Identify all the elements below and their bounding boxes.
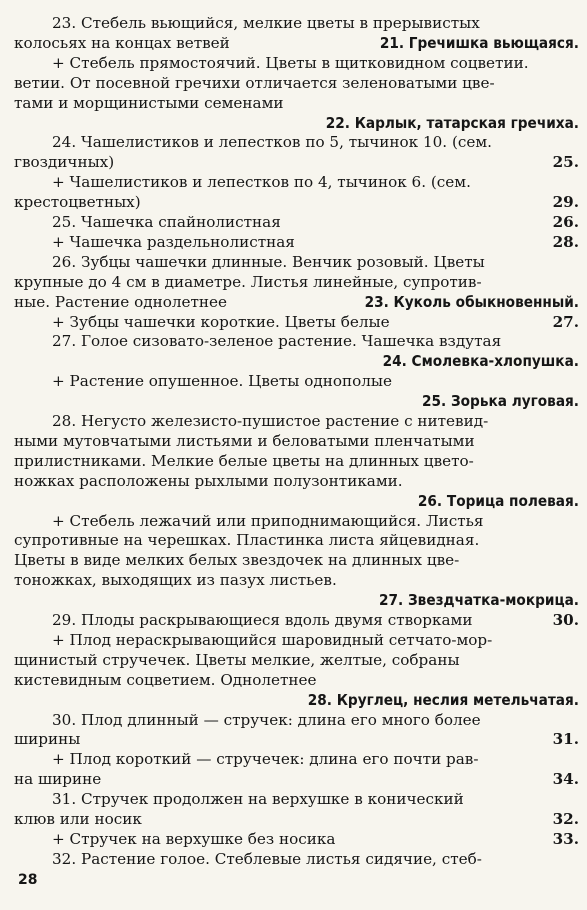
key-reference: 29. <box>552 193 579 212</box>
line-text: + Зубцы чашечки короткие. Цветы белые <box>52 312 390 331</box>
line-text: клюв или носик <box>14 810 142 828</box>
text-line <box>14 531 579 549</box>
text-line <box>52 850 579 868</box>
text-line <box>52 14 579 32</box>
line-text: щинистый стручечек. Цветы мелкие, желтые, собраны <box>14 650 460 669</box>
line-text: 25. Чашечка спайнолистная <box>52 213 281 231</box>
key-reference: 23. Куколь обыкновенный. <box>364 292 579 311</box>
text-line <box>52 372 579 390</box>
key-reference: 24. Смолевка-хлопушка. <box>382 352 579 371</box>
line-text: + Растение опушенное. Цветы однополые <box>52 372 392 391</box>
line-text: 23. Стебель вьющийся, мелкие цветы в прерывистых <box>52 14 480 32</box>
text-line <box>14 392 579 410</box>
text-line <box>52 233 579 251</box>
text-line <box>14 452 579 470</box>
text-line <box>52 611 579 629</box>
line-text: 31. Стручек продолжен на верхушке в конический <box>52 790 464 809</box>
line-text: колосьях на концах ветвей <box>14 33 230 52</box>
text-line <box>52 213 579 231</box>
line-text: + Плод нераскрывающийся шаровидный сетчато-мор- <box>52 630 493 649</box>
text-line <box>52 631 579 649</box>
text-line <box>14 730 579 748</box>
text-line <box>14 273 579 291</box>
text-line <box>52 133 579 151</box>
line-text: + Плод короткий — стручечек: длина его почти рав- <box>52 750 479 769</box>
line-text: + Стебель прямостоячий. Цветы в щитковидном соцветии. <box>52 53 529 72</box>
text-line <box>52 412 579 430</box>
line-text: тами и морщинистыми семенами <box>14 93 284 112</box>
key-reference: 31. <box>552 730 579 749</box>
line-text: супротивные на черешках. Пластинка листа яйцевидная. <box>14 531 480 550</box>
key-reference: 27. Звездчатка-мокрица. <box>379 591 579 610</box>
key-reference: 26. Торица полевая. <box>417 491 579 510</box>
text-line <box>14 193 579 211</box>
text-line <box>52 750 579 768</box>
line-text: ветии. От посевной гречихи отличается зеленоватыми цве- <box>14 73 495 92</box>
key-reference: 32. <box>552 810 579 828</box>
line-text: 30. Плод длинный — стручек: длина его много более <box>52 710 481 729</box>
text-line <box>14 432 579 450</box>
text-line <box>14 492 579 510</box>
line-text: крестоцветных) <box>14 193 141 212</box>
text-line <box>14 472 579 490</box>
text-line <box>14 551 579 569</box>
line-text: кистевидным соцветием. Однолетнее <box>14 670 317 689</box>
text-line <box>14 671 579 689</box>
line-text: 27. Голое сизовато-зеленое растение. Чашечка вздутая <box>52 332 502 351</box>
key-reference: 21. Гречишка вьющаяся. <box>379 33 579 52</box>
line-text: Цветы в виде мелких белых звездочек на длинных цве- <box>14 551 460 570</box>
line-text: + Стебель лежачий или приподнимающийся. Листья <box>52 511 484 530</box>
text-line <box>52 253 579 271</box>
key-reference: 25. <box>552 153 579 172</box>
key-reference: 28. Круглец, неслия метельчатая. <box>307 690 579 709</box>
line-text: ные. Растение однолетнее <box>14 292 227 311</box>
line-text: прилистниками. Мелкие белые цветы на длинных цвето- <box>14 451 474 470</box>
line-text: 29. Плоды раскрывающиеся вдоль двумя створками <box>52 611 473 629</box>
line-text: ножках расположены рыхлыми полузонтиками. <box>14 471 403 490</box>
line-text: + Чашелистиков и лепестков по 4, тычинок 6. (сем. <box>52 173 471 192</box>
text-line <box>14 810 579 828</box>
text-line <box>52 332 579 350</box>
key-reference: 25. Зорька луговая. <box>422 392 579 411</box>
text-line <box>14 691 579 709</box>
text-line <box>14 293 579 311</box>
line-text: тоножках, выходящих из пазух листьев. <box>14 571 337 590</box>
text-line <box>52 512 579 530</box>
line-text: крупные до 4 см в диаметре. Листья линейные, супротив- <box>14 272 482 291</box>
key-reference: 34. <box>552 770 579 789</box>
key-reference: 27. <box>552 312 579 331</box>
key-reference: 30. <box>552 611 579 629</box>
text-line <box>14 651 579 669</box>
key-reference: 33. <box>552 829 579 848</box>
line-text: на ширине <box>14 770 102 789</box>
text-line <box>14 34 579 52</box>
page-number: 28 <box>18 872 38 888</box>
line-text: 26. Зубцы чашечки длинные. Венчик розовый. Цветы <box>52 252 485 271</box>
key-reference: 28. <box>552 232 579 251</box>
text-line <box>14 153 579 171</box>
text-line <box>14 94 579 112</box>
text-line <box>52 830 579 848</box>
key-reference: 26. <box>552 213 579 231</box>
text-line <box>52 173 579 191</box>
text-line <box>52 790 579 808</box>
text-line <box>14 352 579 370</box>
line-text: 28. Негусто железисто-пушистое растение с нитевид- <box>52 412 489 430</box>
line-text: + Чашечка раздельнолистная <box>52 232 295 251</box>
text-line <box>52 313 579 331</box>
text-line <box>14 74 579 92</box>
line-text: ными мутовчатыми листьями и беловатыми пленчатыми <box>14 431 475 450</box>
text-line <box>14 114 579 132</box>
line-text: 32. Растение голое. Стеблевые листья сидячие, стеб- <box>52 849 482 868</box>
line-text: ширины <box>14 730 81 749</box>
text-line <box>14 571 579 589</box>
line-text: + Стручек на верхушке без носика <box>52 829 336 848</box>
text-line <box>14 770 579 788</box>
line-text: гвоздичных) <box>14 153 115 172</box>
text-line <box>14 591 579 609</box>
line-text: 24. Чашелистиков и лепестков по 5, тычинок 10. (сем. <box>52 133 493 152</box>
key-reference: 22. Карлык, татарская гречиха. <box>325 113 579 132</box>
text-line <box>52 54 579 72</box>
text-line <box>52 711 579 729</box>
